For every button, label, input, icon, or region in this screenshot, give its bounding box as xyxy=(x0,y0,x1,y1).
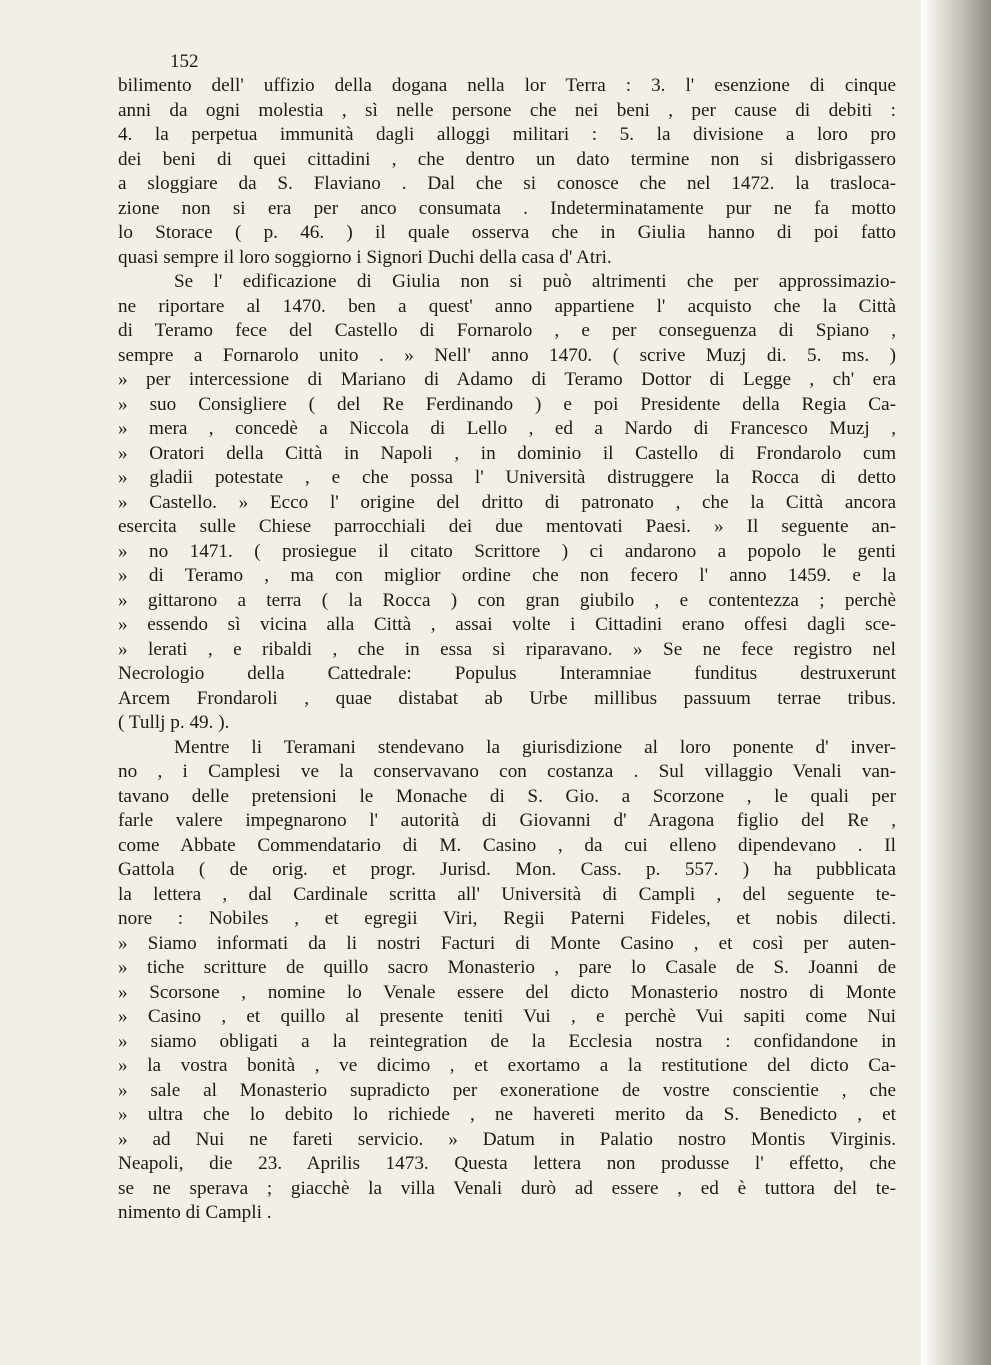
text-line: Necrologio della Cattedrale: Populus Interamniae funditus destruxerunt xyxy=(118,663,896,684)
text-line: » di Teramo , ma con miglior ordine che non fecero l' anno 1459. e la xyxy=(118,565,896,586)
text-line: Arcem Frondaroli , quae distabat ab Urbe millibus passuum terrae tribus. xyxy=(118,687,896,709)
text-line: Mentre li Teramani stendevano la giurisdizione al loro ponente d' inver- xyxy=(174,736,896,758)
text-block xyxy=(118,50,896,1226)
text-line: sempre a Fornarolo unito . » Nell' anno 1470. ( scrive Muzj di. 5. ms. ) xyxy=(118,344,896,366)
text-line: » Siamo informati da li nostri Facturi di Monte Casino , et così per auten- xyxy=(118,932,896,954)
text-line: » essendo sì vicina alla Città , assai volte i Cittadini erano offesi dagli sce- xyxy=(118,614,896,635)
text-line: a sloggiare da S. Flaviano . Dal che si conosce che nel 1472. la trasloca- xyxy=(118,173,896,194)
text-line: 4. la perpetua immunità dagli alloggi militari : 5. la divisione a loro pro xyxy=(118,124,896,145)
text-line: » gladii potestate , e che possa l' Università distruggere la Rocca di detto xyxy=(118,467,896,488)
text-line: » siamo obligati a la reintegration de la Ecclesia nostra : confidandone in xyxy=(118,1030,896,1052)
text-line: no , i Camplesi ve la conservavano con costanza . Sul villaggio Venali van- xyxy=(118,761,896,782)
page-edge-shadow xyxy=(921,0,991,1365)
text-line: dei beni di quei cittadini , che dentro un dato termine non si disbrigassero xyxy=(118,148,896,170)
text-line: ne riportare al 1470. ben a quest' anno appartiene l' acquisto che la Città xyxy=(118,295,896,317)
text-line: zione non si era per anco consumata . Indeterminatamente pur ne fa motto xyxy=(118,197,896,219)
text-line: » Scorsone , nomine lo Venale essere del dicto Monasterio nostro di Monte xyxy=(118,981,896,1003)
text-line: Se l' edificazione di Giulia non si può altrimenti che per approssimazio- xyxy=(174,271,896,292)
text-line: » la vostra bonità , ve dicimo , et exortamo a la restitutione del dicto Ca- xyxy=(118,1055,896,1076)
text-line: quasi sempre il loro soggiorno i Signori Duchi della casa d' Atri. xyxy=(118,246,612,268)
text-line: la lettera , dal Cardinale scritta all' Università di Campli , del seguente te- xyxy=(118,883,896,905)
text-line: Gattola ( de orig. et progr. Jurisd. Mon. Cass. p. 557. ) ha pubblicata xyxy=(118,859,896,880)
text-line: » per intercessione di Mariano di Adamo di Teramo Dottor di Legge , ch' era xyxy=(118,369,896,390)
text-line: nore : Nobiles , et egregii Viri, Regii Paterni Fideles, et nobis dilecti. xyxy=(118,908,896,929)
text-line: » gittarono a terra ( la Rocca ) con gran giubilo , e contentezza ; perchè xyxy=(118,589,896,611)
text-line: Neapoli, die 23. Aprilis 1473. Questa lettera non produsse l' effetto, che xyxy=(118,1153,896,1174)
text-line: di Teramo fece del Castello di Fornarolo , e per conseguenza di Spiano , xyxy=(118,320,896,341)
text-line: » lerati , e ribaldi , che in essa si riparavano. » Se ne fece registro nel xyxy=(118,638,896,660)
text-line: ( Tullj p. 49. ). xyxy=(118,712,230,733)
text-line: anni da ogni molestia , sì nelle persone che nei beni , per cause di debiti : xyxy=(118,99,896,121)
text-line: farle valere impegnarono l' autorità di Giovanni d' Aragona figlio del Re , xyxy=(118,810,896,831)
text-line: » Casino , et quillo al presente teniti Vui , e perchè Vui sapiti come Nui xyxy=(118,1006,896,1027)
text-line: come Abbate Commendatario di M. Casino , da cui elleno dipendevano . Il xyxy=(118,834,896,856)
text-line: » mera , concedè a Niccola di Lello , ed a Nardo di Francesco Muzj , xyxy=(118,418,896,439)
text-line: » no 1471. ( prosiegue il citato Scrittore ) ci andarono a popolo le genti xyxy=(118,540,896,562)
text-line: lo Storace ( p. 46. ) il quale osserva che in Giulia hanno di poi fatto xyxy=(118,222,896,243)
text-line: bilimento dell' uffizio della dogana nella lor Terra : 3. l' esenzione di cinque xyxy=(118,75,896,96)
text-line: » suo Consigliere ( del Re Ferdinando ) e poi Presidente della Regia Ca- xyxy=(118,393,896,415)
text-line: esercita sulle Chiese parrocchiali dei due mentovati Paesi. » Il seguente an- xyxy=(118,516,896,537)
text-line: » Castello. » Ecco l' origine del dritto di patronato , che la Città ancora xyxy=(118,491,896,513)
text-line: se ne sperava ; giacchè la villa Venali durò ad essere , ed è tuttora del te- xyxy=(118,1177,896,1199)
text-line: nimento di Campli . xyxy=(118,1202,272,1223)
page-number: 152 xyxy=(170,51,199,72)
text-line: tavano delle pretensioni le Monache di S. Gio. a Scorzone , le quali per xyxy=(118,785,896,807)
text-line: » ad Nui ne fareti servicio. » Datum in Palatio nostro Montis Virginis. xyxy=(118,1128,896,1150)
text-line: » Oratori della Città in Napoli , in dominio il Castello di Frondarolo cum xyxy=(118,442,896,464)
text-line: » ultra che lo debito lo richiede , ne havereti merito da S. Benedicto , et xyxy=(118,1104,896,1125)
text-line: » tiche scritture de quillo sacro Monasterio , pare lo Casale de S. Joanni de xyxy=(118,957,896,978)
text-line: » sale al Monasterio supradicto per exoneratione de vostre conscientie , che xyxy=(118,1079,896,1101)
